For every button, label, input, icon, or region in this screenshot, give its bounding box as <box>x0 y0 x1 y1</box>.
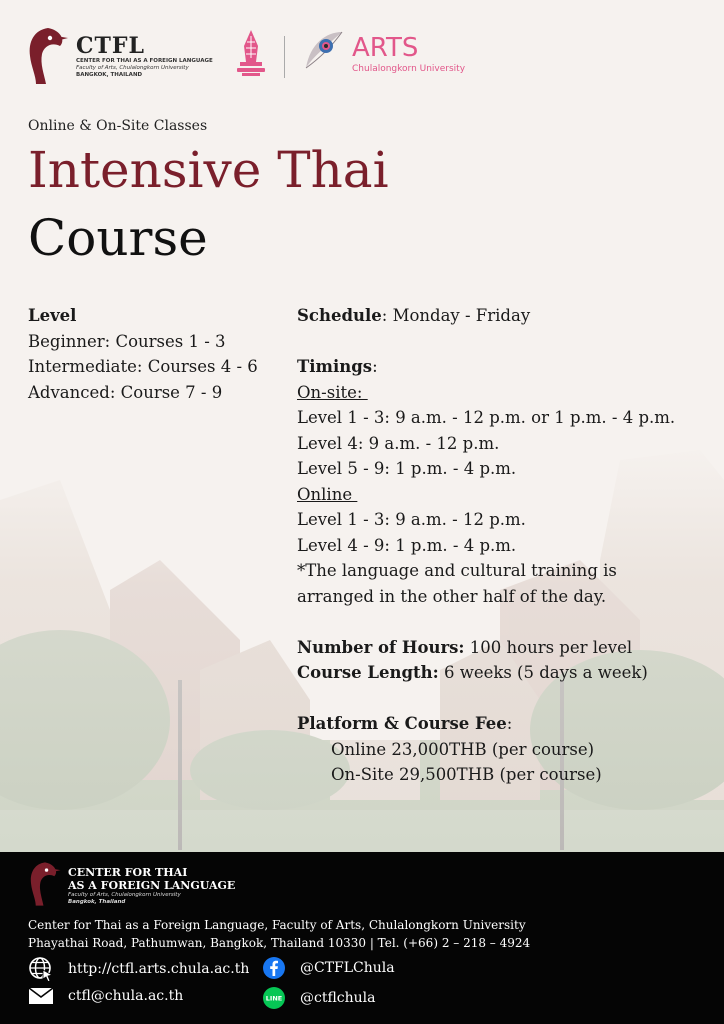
hours-value: 100 hours per level <box>464 637 633 657</box>
footer-org-name <box>68 866 235 906</box>
timings-colon: : <box>372 357 378 376</box>
line-icon <box>262 986 286 1010</box>
timings-heading <box>297 354 707 380</box>
footer <box>0 852 724 1024</box>
online-label: Online <box>297 484 358 504</box>
level-beginner: Beginner: Courses 1 - 3 <box>28 331 226 351</box>
schedule-label: Schedule <box>297 306 382 325</box>
email-link[interactable]: ctfl@chula.ac.th <box>68 988 184 1004</box>
footer-address <box>28 916 530 952</box>
email-icon <box>28 986 54 1006</box>
fee-onsite: On-Site 29,500THB (per course) <box>331 765 602 784</box>
facebook-item[interactable] <box>262 956 395 980</box>
footer-name-line1: CENTER FOR THAI <box>68 866 188 879</box>
timings-note-line2: arranged in the other half of the day. <box>297 586 607 606</box>
online-time: Level 4 - 9: 1 p.m. - 4 p.m. <box>297 535 517 555</box>
class-format-label: Online & On-Site Classes <box>28 118 208 134</box>
fee-heading <box>297 711 707 737</box>
logo-divider <box>284 36 285 78</box>
footer-ctfl-logo <box>28 860 62 908</box>
hours-label: Number of Hours: <box>297 637 465 657</box>
hours-line <box>297 635 707 661</box>
onsite-time: Level 1 - 3: 9 a.m. - 12 p.m. or 1 p.m. - 4 p.m. <box>297 408 676 427</box>
arts-feather-logo <box>302 28 346 76</box>
ctfl-faculty: Faculty of Arts, Chulalongkorn University <box>76 65 189 71</box>
online-time: Level 1 - 3: 9 a.m. - 12 p.m. <box>297 510 526 529</box>
website-item[interactable] <box>28 956 249 982</box>
level-intermediate: Intermediate: Courses 4 - 6 <box>28 357 258 376</box>
course-title-line2: Course <box>28 209 208 267</box>
onsite-time: Level 4: 9 a.m. - 12 p.m. <box>297 433 500 453</box>
line-item[interactable] <box>262 986 376 1010</box>
arts-title: ARTS <box>352 33 419 63</box>
address-line2: Phayathai Road, Pathumwan, Bangkok, Thailand 10330 | Tel. (+66) 2 – 218 – 4924 <box>28 936 531 950</box>
timings-note-line1: *The language and cultural training is <box>297 561 617 580</box>
facebook-handle[interactable]: @CTFLChula <box>300 960 395 976</box>
schedule-line <box>297 303 707 329</box>
length-line <box>297 660 707 686</box>
fee-label: Platform & Course Fee <box>297 714 507 733</box>
ctfl-short-name: CTFL <box>76 33 145 59</box>
ctfl-full-name: CENTER FOR THAI AS A FOREIGN LANGUAGE <box>76 58 213 64</box>
length-label: Course Length: <box>297 663 439 682</box>
globe-cursor-icon <box>28 956 54 982</box>
ctfl-location: BANGKOK, THAILAND <box>76 72 143 78</box>
footer-city: Bangkok, Thailand <box>68 899 126 905</box>
chula-crest <box>234 28 268 78</box>
footer-name-line2: AS A FOREIGN LANGUAGE <box>68 879 236 892</box>
onsite-time: Level 5 - 9: 1 p.m. - 4 p.m. <box>297 459 517 478</box>
level-section <box>28 303 288 405</box>
details-section <box>297 303 707 788</box>
footer-faculty: Faculty of Arts, Chulalongkorn University <box>68 892 181 898</box>
level-heading: Level <box>28 306 77 325</box>
website-link[interactable]: http://ctfl.arts.chula.ac.th <box>68 961 250 977</box>
arts-subtitle: Chulalongkorn University <box>352 64 466 74</box>
line-icon-text: LINE <box>265 994 283 1003</box>
course-title-line1: Intensive Thai <box>28 141 389 199</box>
address-line1: Center for Thai as a Foreign Language, Faculty of Arts, Chulalongkorn University <box>28 918 526 932</box>
fee-colon: : <box>506 714 513 733</box>
ctfl-logo <box>26 26 70 86</box>
line-handle[interactable]: @ctflchula <box>300 990 376 1006</box>
email-item[interactable] <box>28 986 183 1006</box>
schedule-value: : Monday - Friday <box>381 306 531 325</box>
level-advanced: Advanced: Course 7 - 9 <box>28 382 223 402</box>
timings-label: Timings <box>297 357 373 376</box>
ctfl-wordmark <box>76 34 213 79</box>
facebook-icon <box>262 956 286 980</box>
onsite-label: On-site: <box>297 382 368 402</box>
fee-online: Online 23,000THB (per course) <box>331 739 595 759</box>
length-value: 6 weeks (5 days a week) <box>438 663 648 682</box>
